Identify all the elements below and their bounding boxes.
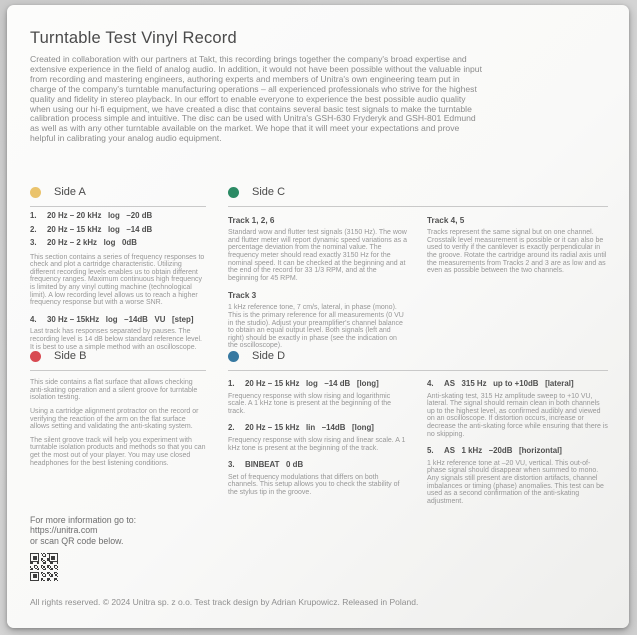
divider <box>30 370 206 371</box>
side-b-label: Side B <box>54 350 87 363</box>
track-item <box>30 315 206 325</box>
track-number: 2. <box>30 224 37 234</box>
footer-url: https://unitra.com <box>30 525 98 536</box>
side-a-track-list <box>30 211 206 248</box>
page-title: Turntable Test Vinyl Record <box>30 29 237 47</box>
section-side-b <box>30 350 206 505</box>
track-item <box>30 211 206 221</box>
track-spec: 20 Hz – 20 kHz log –20 dB <box>47 211 153 221</box>
track-item <box>228 460 407 470</box>
intro-paragraph: Created in collaboration with our partners at Takt, this recording brings together the company's broad expertise and extensive experience in the field of analog audio. In addition, it would not have been possible without the valuable input from recording and mastering engineers, authoring experts and members of Unitra's own engineering team put in charge of the company's turntable manufacturing operations – all experienced professionals who strive for the highest quality and fidelity in stereo playback. In our effort to enable everyone to experience the best possible audio quality when using our hi-fi equipment, we have created a disc that contains several basic test signals to make the turntable calibration process simple and intuitive. The disc can be used with Unitra's GSH-630 Fryderyk and GSH-801 Edmund as well as with any other turntable available on the market. We hope that it will meet your expectations and prove helpful in calibrating your analog audio equipment. <box>30 54 482 144</box>
side-c-header <box>228 186 608 198</box>
footer-info-line: or scan QR code below. <box>30 535 124 546</box>
side-d-header <box>228 350 608 362</box>
track-spec: AS 315 Hz up to +10dB [lateral] <box>444 379 574 389</box>
side-c-dot-icon <box>228 187 239 198</box>
track-spec: 20 Hz – 15 kHz log –14 dB <box>47 224 153 234</box>
side-a-description-2: Last track has responses separated by pauses. The recording level is 14 dB below standard reference level. It is best to use a simple method with an oscilloscope. <box>30 328 202 351</box>
track-spec: 20 Hz – 2 kHz log 0dB <box>47 238 137 248</box>
track-number: 4. <box>30 314 37 324</box>
track-number: 4. <box>427 379 434 389</box>
divider <box>30 206 206 207</box>
copyright-text: All rights reserved. © 2024 Unitra sp. z o.o. Test track design by Adrian Krupowicz. Released in Poland. <box>30 597 419 607</box>
track-item <box>30 225 206 235</box>
side-c-label: Side C <box>252 186 286 199</box>
side-a-header <box>30 186 206 198</box>
track-spec: 20 Hz – 15 kHz log –14 dB [long] <box>245 379 379 389</box>
qr-code <box>30 553 58 581</box>
sections-grid <box>30 186 615 505</box>
side-c-right-column <box>427 207 608 350</box>
footer-info <box>30 515 136 581</box>
track-number: 1. <box>30 211 37 221</box>
track-item <box>228 423 407 433</box>
track-number: 2. <box>228 423 235 433</box>
section-side-a <box>30 186 206 350</box>
track-item <box>427 446 608 456</box>
side-a-label: Side A <box>54 186 86 199</box>
side-d-right-column <box>427 371 608 505</box>
side-c-left-column <box>228 207 407 350</box>
track-group-title: Track 4, 5 <box>427 216 465 226</box>
content-area <box>30 29 615 505</box>
track-description: 1 kHz reference tone at –20 VU, vertical. This out-of-phase signal should disappear when summed to mono. Any signals still present are distortion artifacts, channel imbalances or timing (phase) anomalies. This test can be used as a second confirmation of the anti-skating adjustment. <box>427 459 604 505</box>
track-item <box>30 238 206 248</box>
track-item <box>228 379 407 389</box>
track-group-description: 1 kHz reference tone, 7 cm/s, lateral, in phase (mono). This is the primary reference for all measurements (0 VU in the studio). Adjust your preamplifier's channel balance to obtain an equal output level. Both signals (left and right) should be exactly in phase (see the indication on the oscilloscope). <box>228 304 404 350</box>
track-number: 3. <box>228 460 235 470</box>
side-b-description: Using a cartridge alignment protractor on the record or verifying the reaction of the arm on the flat surface allows setting and validating the anti-skating system. <box>30 407 199 431</box>
track-number: 3. <box>30 238 37 248</box>
side-b-header <box>30 350 206 362</box>
side-a-description: This section contains a series of frequency responses to check and plot a cartridge characteristic. Utilizing different recording levels enables us to obtain different frequency ranges. Maximum continuous high frequency is limited by any vinyl cutting machine (technological limit). A low recording level allows us to reach a higher frequency response but with a worse SNR. <box>30 253 205 307</box>
track-number: 1. <box>228 379 235 389</box>
track-description: Frequency response with slow rising and logarithmic scale. A 1 kHz tone is present at the beginning of the track. <box>228 392 392 415</box>
side-b-description: This side contains a flat surface that allows checking anti-skating operation and a silent groove for turntable isolation testing. <box>30 379 198 402</box>
section-side-d <box>228 350 608 505</box>
side-d-left-column <box>228 371 407 505</box>
track-spec: AS 1 kHz –20dB [horizontal] <box>444 446 562 456</box>
track-group-title: Track 3 <box>228 291 257 301</box>
footer-info-line: For more information go to: <box>30 515 137 525</box>
section-side-c <box>228 186 608 350</box>
side-d-label: Side D <box>252 350 286 363</box>
track-spec: BINBEAT 0 dB <box>245 460 304 470</box>
track-group-title: Track 1, 2, 6 <box>228 216 275 226</box>
track-description: Frequency response with slow rising and linear scale. A 1 kHz tone is present at the beginning of the track. <box>228 436 406 452</box>
side-a-dot-icon <box>30 187 41 198</box>
track-item <box>427 379 608 389</box>
side-c-columns <box>228 207 608 350</box>
side-b-description: The silent groove track will help you experiment with turntable isolation products and methods so that you can get the most out of your player. You may use closed headphones for the best listening conditions. <box>30 436 206 467</box>
side-b-dot-icon <box>30 351 41 362</box>
record-sleeve-back <box>7 5 629 628</box>
track-description: Set of frequency modulations that differs on both channels. This setup allows you to check the stability of the stylus tip in the groove. <box>228 473 400 496</box>
track-spec: 30 Hz – 15kHz log –14dB VU [step] <box>47 314 194 324</box>
track-group-description: Standard wow and flutter test signals (3150 Hz). The wow and flutter meter will report dynamic speed variations as a percentage deviation from the nominal value. The frequency meter should read exactly 3150 Hz for the nominal speed. It can be checked at the beginning and at the end of the record for 33 1/3 RPM, and at the beginning for 45 RPM. <box>228 229 407 282</box>
side-d-dot-icon <box>228 351 239 362</box>
track-description: Anti-skating test, 315 Hz amplitude sweep to +10 VU, lateral. The signal should remain clean in both channels up to the highest level, as confirmed audibly and viewed on an oscilloscope. If distortion occurs, increase or decrease the anti-skating force while ensuring that there is no skipping. <box>427 392 608 438</box>
track-spec: 20 Hz – 15 kHz lin –14dB [long] <box>245 423 374 433</box>
side-d-columns <box>228 371 608 505</box>
track-group-description: Tracks represent the same signal but on one channel. Crosstalk level measurement is possible or it can also be used to verify if the cantilever is exactly perpendicular in the groove. Rotate the cartridge around its radial axis until the measurements from Tracks 2 and 3 are as low and as even as possible between the two channels. <box>427 229 607 275</box>
track-number: 5. <box>427 446 434 456</box>
